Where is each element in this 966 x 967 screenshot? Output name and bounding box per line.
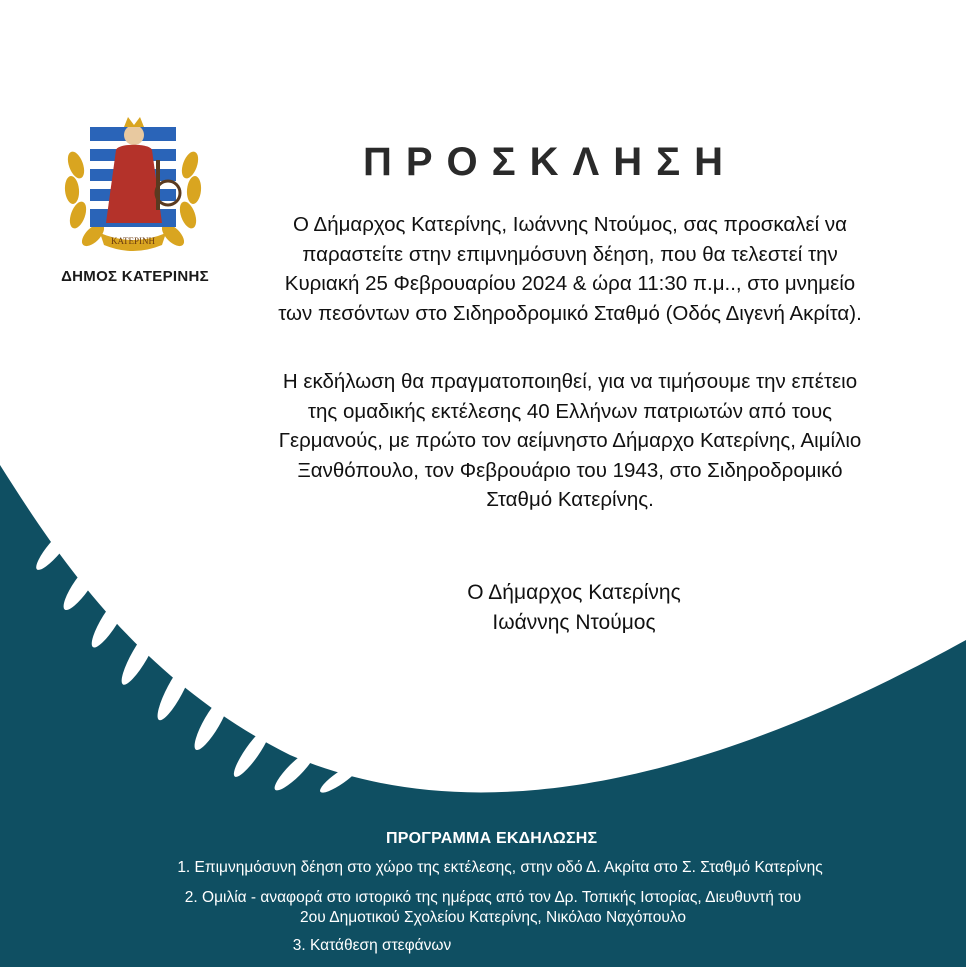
program-item xyxy=(0,888,966,928)
municipality-name: ΔΗΜΟΣ ΚΑΤΕΡΙΝΗΣ xyxy=(61,268,209,285)
invitation-paragraph xyxy=(200,210,940,328)
paragraph-line: Η εκδήλωση θα πραγματοποιηθεί, για να τιμήσουμε την επέτειο xyxy=(282,370,858,393)
program-title: ΠΡΟΓΡΑΜΜΑ ΕΚΔΗΛΩΣΗΣ xyxy=(386,830,598,847)
program-item: 1. Επιμνημόσυνη δέηση στο χώρο της εκτέλεσης, στην οδό Δ. Ακρίτα στο Σ. Σταθμό Κατερίνης xyxy=(177,859,823,876)
signature-name: Ιωάννης Ντούμος xyxy=(492,611,656,634)
signature-role: Ο Δήμαρχος Κατερίνης xyxy=(467,581,681,604)
paragraph-line: της ομαδικής εκτέλεσης 40 Ελλήνων πατριωτών από τους xyxy=(307,399,833,423)
logo-banner-text: ΚΑΤΕΡΙΝΗ xyxy=(110,236,156,246)
paragraph-line: Ξανθόπουλο, τον Φεβρουάριο του 1943, στο Σιδηροδρομικό xyxy=(297,458,843,482)
paragraph-line: Γερμανούς, με πρώτο τον αείμνηστο Δήμαρχο Κατερίνης, Αιμίλιο xyxy=(278,429,862,452)
paragraph-line: Κυριακή 25 Φεβρουαρίου 2024 & ώρα 11:30 π.μ.., στο μνημείο xyxy=(284,272,856,295)
paragraph-line: των πεσόντων στο Σιδηροδρομικό Σταθμό (Οδός Διγενή Ακρίτα). xyxy=(278,301,862,325)
invitation-title: ΠΡΟΣΚΛΗΣΗ xyxy=(362,140,738,184)
paragraph-line: Σταθμό Κατερίνης. xyxy=(486,488,654,511)
paragraph-line: Ο Δήμαρχος Κατερίνης, Ιωάννης Ντούμος, σας προσκαλεί να xyxy=(292,213,848,236)
event-description-paragraph xyxy=(200,367,940,515)
program-item-line: 2ου Δημοτικού Σχολείου Κατερίνης, Νικόλαο Ναχόπουλο xyxy=(300,909,686,926)
program-item: 3. Κατάθεση στεφάνων xyxy=(292,937,452,954)
paragraph-line: παραστείτε στην επιμνημόσυνη δέηση, που θα τελεστεί την xyxy=(302,242,838,266)
municipality-logo xyxy=(58,105,208,265)
signature-block xyxy=(374,578,774,638)
program-item-line: 2. Ομιλία - αναφορά στο ιστορικό της ημέρας από τον Δρ. Τοπικής Ιστορίας, Διευθυντή του xyxy=(184,889,802,906)
